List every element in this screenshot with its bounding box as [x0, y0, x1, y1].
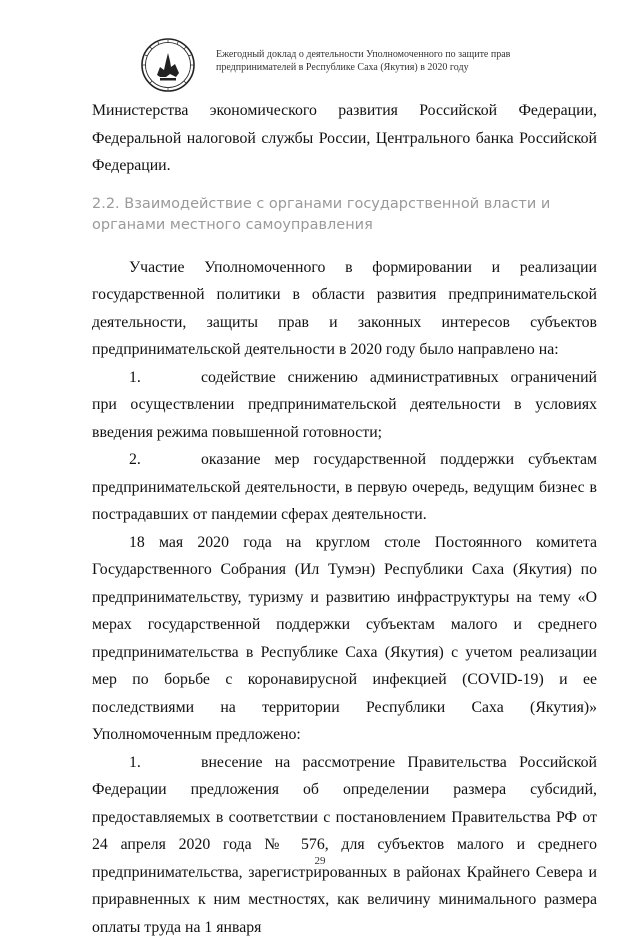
list-item [92, 364, 597, 447]
header-line-2: предпринимателей в Республике Саха (Якутия) в 2020 году [216, 61, 536, 74]
list-item-text: внесение на рассмотрение Правительства Российской Федерации предложения об определении размера субсидий, предоставляемых в соответствии с постановлением Правительства РФ от 24 апреля 2020 года № 576, для субъектов малого и среднего предпринимательства, зарегистрированных в районах Крайнего Севера и приравненных к ним местностях, как величину минимального размера оплаты труда на 1 января [92, 754, 597, 936]
paragraph-intro: Участие Уполномоченного в формировании и реализации государственной политики в области развития предпринимательской деятельности, защиты прав и законных интересов субъектов предпринимательской деятельности в 2020 году было направлено на: [92, 254, 597, 364]
sakha-emblem-icon [140, 37, 196, 93]
list-item [92, 749, 597, 941]
page-number: 29 [0, 855, 640, 867]
list-item-number: 1. [129, 749, 201, 777]
list-item [92, 446, 597, 529]
section-heading: 2.2. Взаимодействие с органами государственной власти и органами местного самоуправления [92, 194, 597, 236]
paragraph-continued-rest: Федеральной налоговой службы России, Центрального банка Российской Федерации. [92, 125, 597, 180]
paragraph-round-table: 18 мая 2020 года на круглом столе Постоянного комитета Государственного Собрания (Ил Тумэн) Республики Саха (Якутия) по предпринимательству, туризму и развитию инфраструктуры на тему «О мерах государственной поддержки субъектам малого и среднего предпринимательства в Республике Саха (Якутия) с учетом реализации мер по борьбе с коронавирусной инфекцией (COVID-19) и ее последствиями на территории Республики Саха (Якутия)» Уполномоченным предложено: [92, 529, 597, 749]
list-item-number: 1. [129, 364, 201, 392]
list-item-text: содействие снижению административных ограничений при осуществлении предпринимательской деятельности в условиях введения режима повышенной готовности; [92, 369, 597, 441]
paragraph-continued-line: Министерства экономического развития Российской Федерации, [92, 97, 597, 125]
header-line-1: Ежегодный доклад о деятельности Уполномоченного по защите прав [216, 48, 536, 61]
running-header [216, 48, 536, 74]
list-item-text: оказание мер государственной поддержки субъектам предпринимательской деятельности, в первую очередь, ведущим бизнес в пострадавших от пандемии сферах деятельности. [92, 451, 597, 523]
list-item-number: 2. [129, 446, 201, 474]
document-body [92, 97, 597, 941]
